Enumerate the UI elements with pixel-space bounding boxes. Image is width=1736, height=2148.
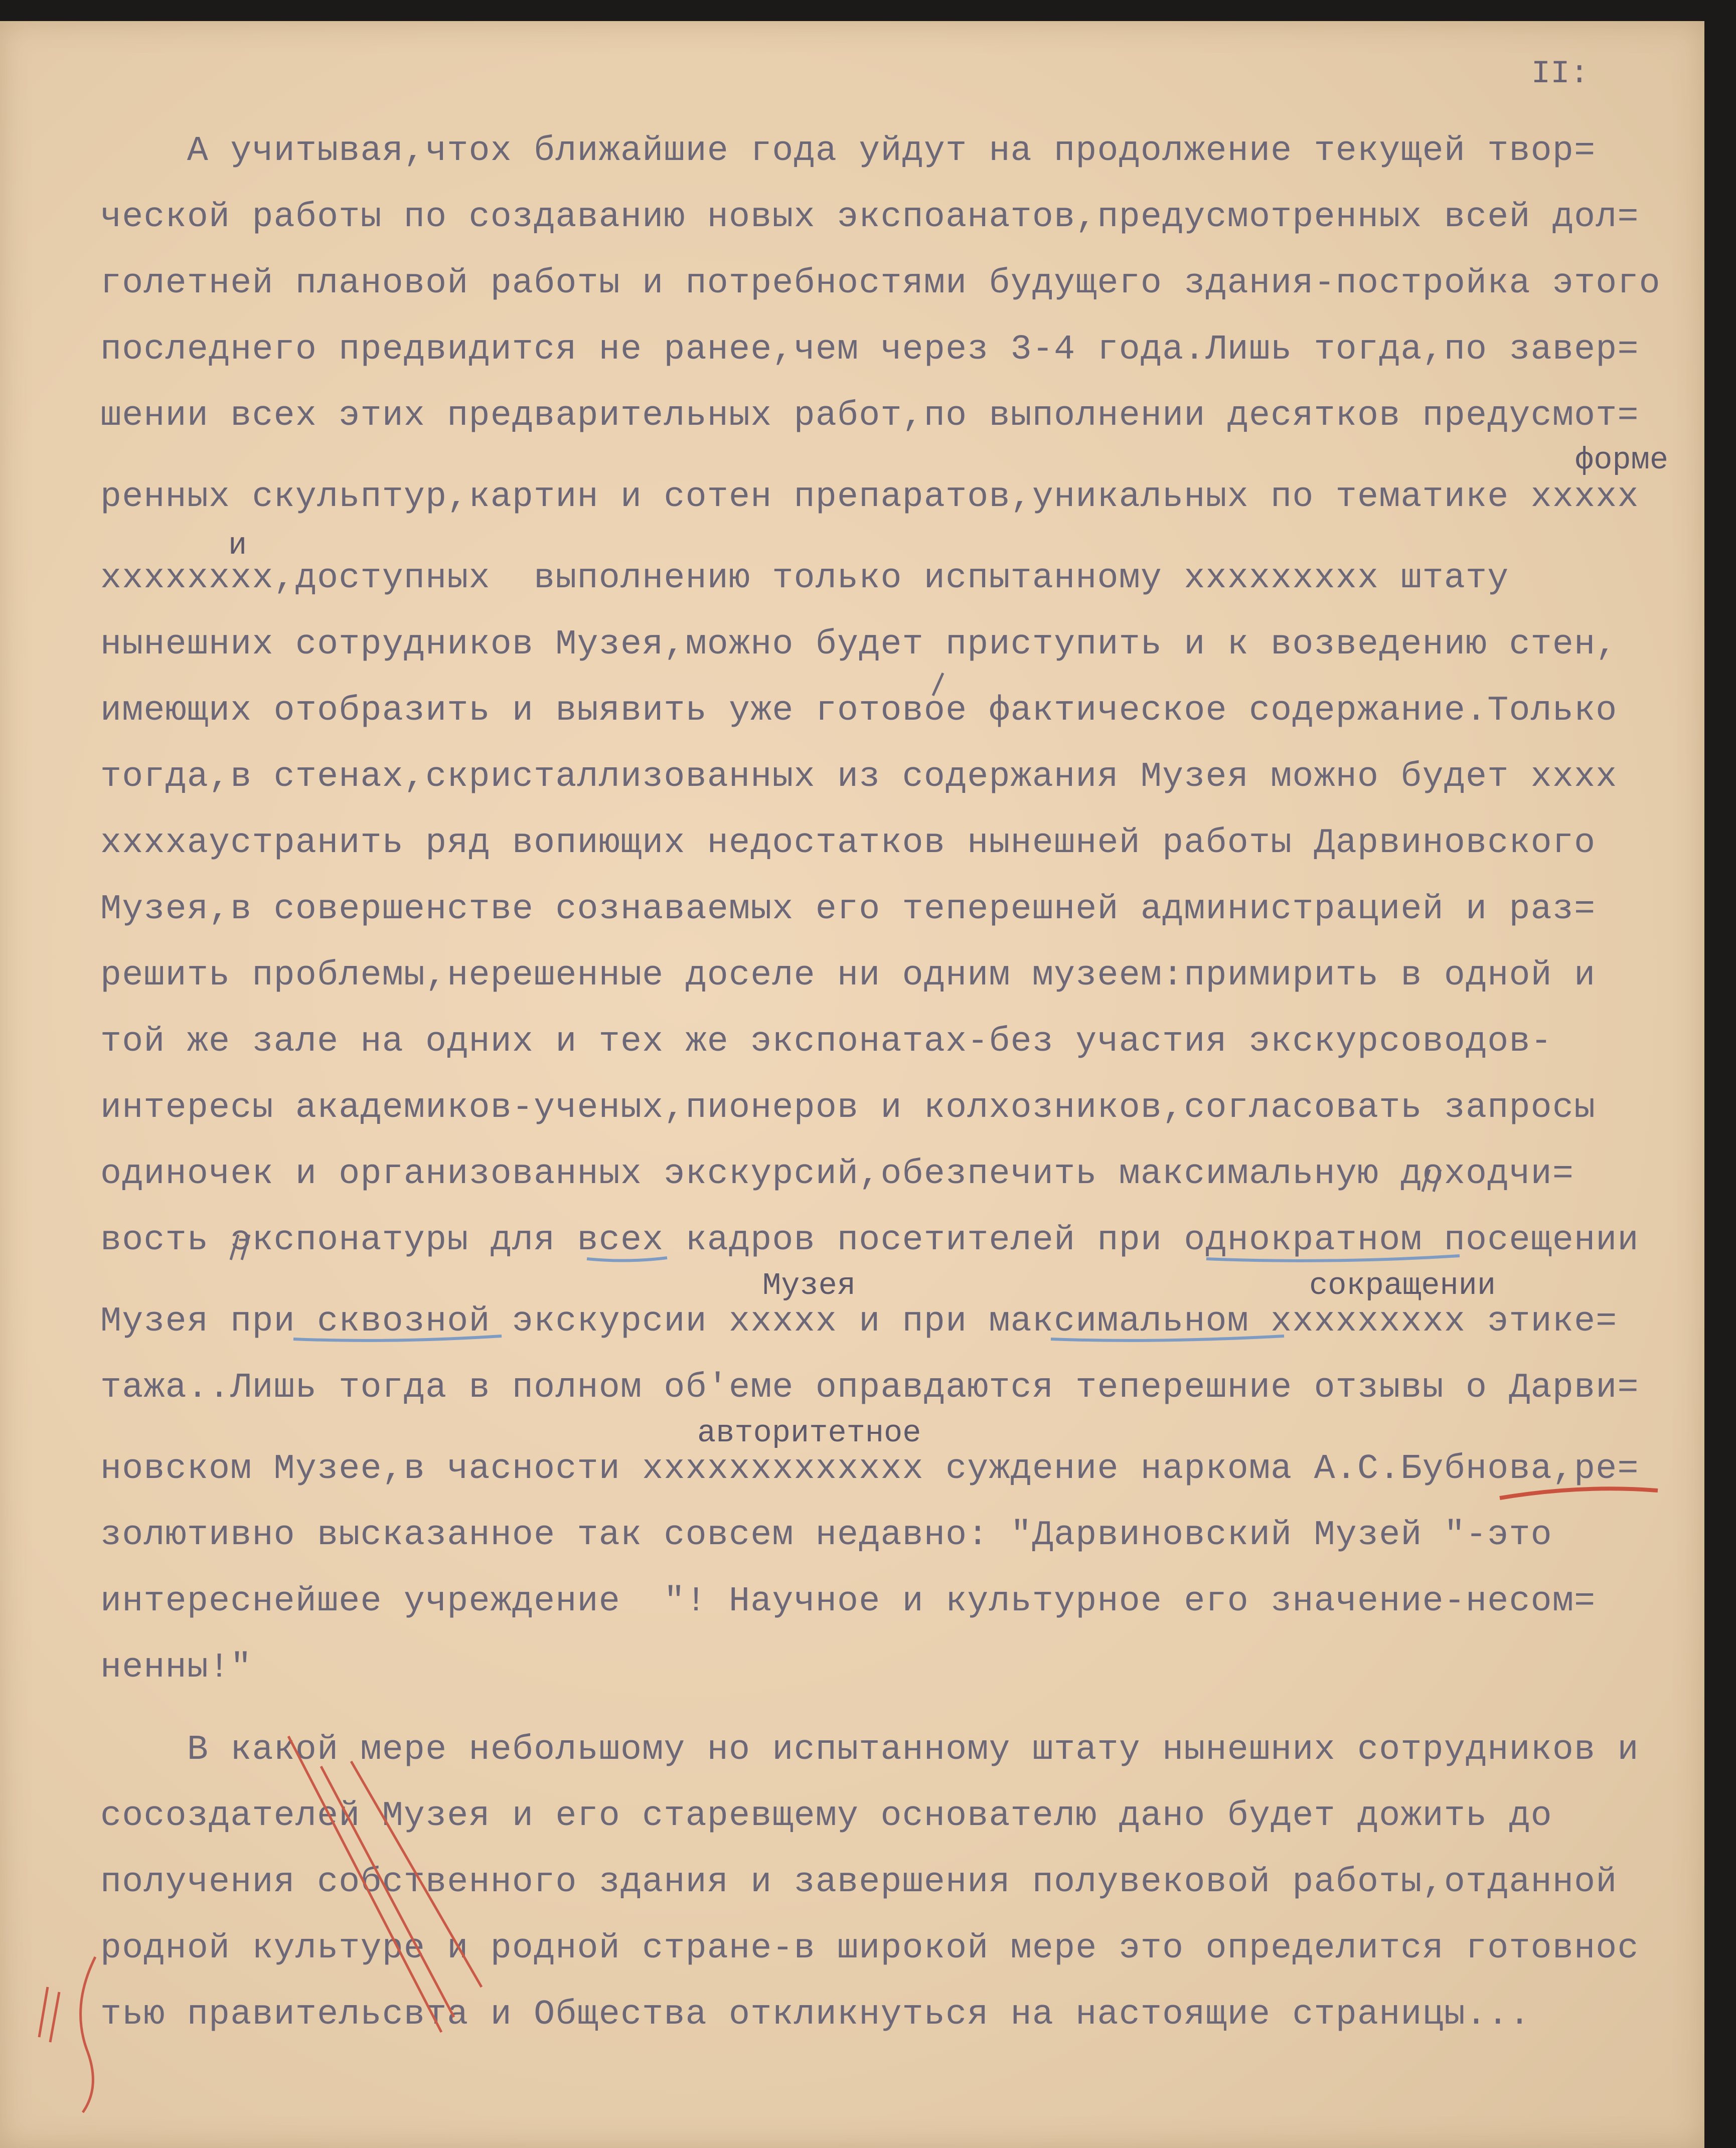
red-bracket xyxy=(81,1957,95,2112)
text-line: родной культуре и родной стране-в широкой мере это определится готовнос xyxy=(100,1929,1639,1968)
red-mark xyxy=(39,1987,59,2042)
text-line: А учитывая,чтоx ближайшие года уйдут на продолжение текущей твор= xyxy=(100,131,1596,171)
text-line: новском Музее,в часности xxxxxxxxxxxxx суждение наркома А.С.Бубнова,ре= xyxy=(100,1449,1639,1489)
text-line: xxxxаустранить ряд вопиющих недостатков нынешней работы Дарвиновского xyxy=(100,823,1596,863)
text-line: ненны!" xyxy=(100,1648,252,1688)
text-line: тью правительсвта и Общества откликнуться на настоящие страницы... xyxy=(100,1995,1531,2035)
quote-mark xyxy=(1423,1170,1441,1192)
text-line: Музея при сквозной экскурсии xxxxx и при максимальном xxxxxxxxx этике= xyxy=(100,1302,1618,1342)
text-line: последнего предвидится не ранее,чем через 3-4 года.Лишь тогда,по завер= xyxy=(100,330,1639,370)
text-line: интереснейшее учреждение "! Научное и культурное его значение-несом= xyxy=(100,1582,1596,1621)
insertion-text: сокращении xyxy=(1309,1268,1496,1303)
text-line: Музея,в совершенстве сознаваемых его теперешней администрацией и раз= xyxy=(100,890,1596,929)
underline-mark xyxy=(1206,1256,1460,1261)
red-underline xyxy=(1500,1489,1658,1498)
underline-mark xyxy=(587,1258,667,1261)
insertion-text: форме xyxy=(1575,442,1669,478)
text-line: xxxxxxxx,доступных выполнению только испытанному xxxxxxxxx штату xyxy=(100,559,1509,598)
text-line: золютивно высказанное так совсем недавно: "Дарвиновский Музей "-это xyxy=(100,1516,1552,1555)
quote-mark xyxy=(231,1235,249,1260)
document-page xyxy=(0,21,1704,2148)
underline-mark xyxy=(1051,1336,1284,1341)
text-line: тогда,в стенах,скристаллизованных из содержания Музея можно будет xxxx xyxy=(100,757,1618,797)
slash-mark xyxy=(933,673,943,696)
text-line: голетней плановой работы и потребностями будущего здания-постройка этого xyxy=(100,264,1661,303)
insertion-text: Музея xyxy=(762,1268,856,1303)
red-stroke xyxy=(351,1761,482,1987)
text-line: шении всех этих предварительных работ,по выполнении десятков предусмот= xyxy=(100,396,1639,436)
text-line: имеющих отобразить и выявить уже готовое фактическое содержание.Только xyxy=(100,691,1618,731)
text-line: одиночек и организованных экскурсий,обезпечить максимальную доходчи= xyxy=(100,1154,1574,1194)
text-line: В какой мере небольшому но испытанному штату нынешних сотрудников и xyxy=(100,1730,1639,1770)
underline-mark xyxy=(293,1336,502,1341)
text-line: той же зале на одних и тех же экспонатах-без участия экскурсоводов- xyxy=(100,1022,1552,1062)
text-line: ренных скульптур,картин и сотен препаратов,уникальных по тематике xxxxx xyxy=(100,477,1639,517)
insertion-text: и xyxy=(228,528,247,563)
text-line: вость экспонатуры для всех кадров посетителей при однократном посещении xyxy=(100,1221,1639,1260)
text-line: тажа..Лишь тогда в полном об'еме оправдаются теперешние отзывы о Дарви= xyxy=(100,1368,1639,1408)
text-line: получения собственного здания и завершения полувековой работы,отданной xyxy=(100,1863,1618,1902)
page-number: II: xyxy=(1531,56,1589,92)
text-line: ческой работы по создаванию новых экспоанатов,предусмотренных всей дол= xyxy=(100,198,1639,237)
red-stroke xyxy=(288,1736,441,2032)
insertion-text: авторитетное xyxy=(697,1415,921,1451)
handwritten-marks xyxy=(0,21,1704,2148)
red-stroke xyxy=(321,1766,454,2017)
text-line: сосоздателей Музея и его старевщему основателю дано будет дожить до xyxy=(100,1796,1552,1836)
text-line: решить проблемы,нерешенные доселе ни одним музеем:примирить в одной и xyxy=(100,956,1596,996)
text-line: нынешних сотрудников Музея,можно будет приступить и к возведению стен, xyxy=(100,625,1618,665)
text-line: интересы академиков-ученых,пионеров и колхозников,согласовать запросы xyxy=(100,1088,1596,1128)
